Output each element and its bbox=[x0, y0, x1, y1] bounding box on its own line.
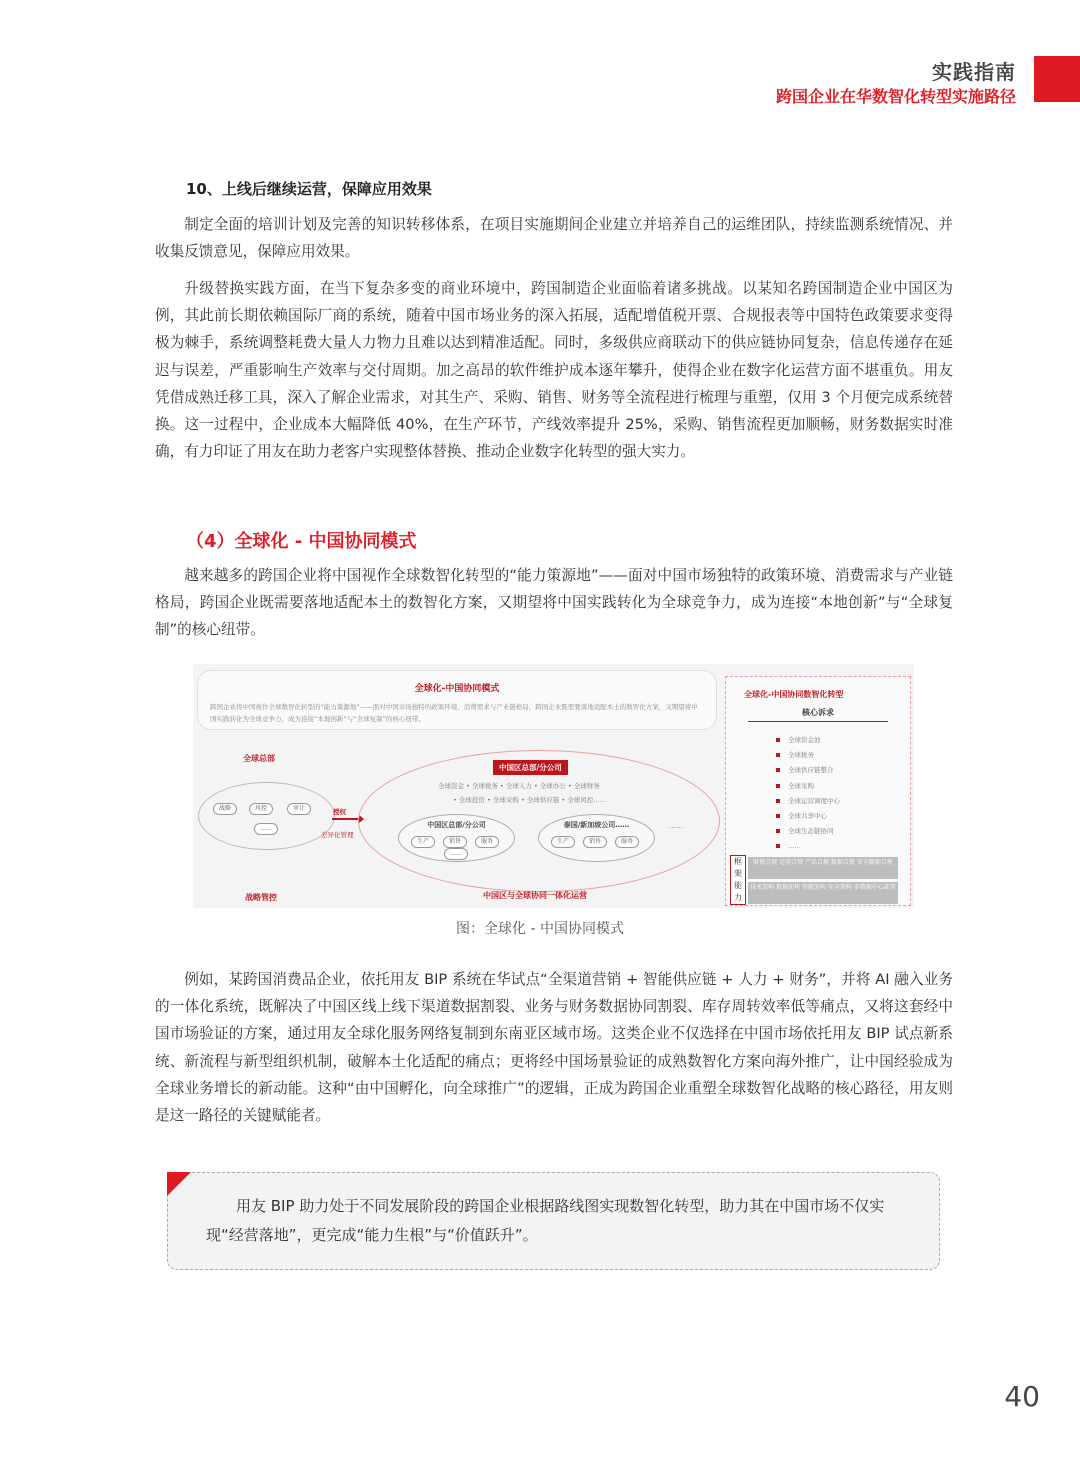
example-paragraph: 例如，某跨国消费品企业，依托用友 BIP 系统在华试点“全渠道营销 + 智能供应链 + 人力 + 财务”，并将 AI 融入业务的一体化系统，既解决了中国区线上线下渠道数据割裂、业务与财务数据协同割裂、库存周转效率低等痛点，又将这套经中国市场验证的方案，通过用友全球化服务网络复制到东南亚区域市场。这类企业不仅选择在中国市场依托用友 BIP 试点新系统、新流程与新型组织机制，破解本土化适配的痛点；更将经中国场景验证的成熟数智化方案向海外推广，让中国经验成为全球业务增长的新动能。这种“由中国孵化，向全球推广”的逻辑，正成为跨国企业重塑全球数智化战略的核心路径，用友则是这一路径的关键赋能者。 bbox=[155, 971, 953, 1125]
integration-label: 中国区与全球协同一体化运营 bbox=[483, 891, 587, 900]
arrow-icon bbox=[332, 818, 360, 820]
pill-sales: 销售 bbox=[443, 836, 467, 848]
callout-text: 用友 BIP 助力处于不同发展阶段的跨国企业根据路线图实现数智化转型，助力其在中国市场不仅实现“经营落地”，更完成“能力生根”与“价值跃升”。 bbox=[206, 1197, 885, 1244]
china-sub-ellipse bbox=[398, 814, 515, 862]
figure-description: 跨国企业将中国视作全球数智化转型的“能力策源地”——面对中国市场独特的政策环境、消费需求与产业链格局，跨国企业既需要落地适配本土的数智化方案，又期望将中国实践转化为全球竞争力，成为连接“本地创新”与“全球复制”的核心纽带。 bbox=[210, 703, 698, 723]
upgrade-paragraph: 升级替换实践方面，在当下复杂多变的商业环境中，跨国制造企业面临着诸多挑战。以某知名跨国制造企业中国区为例，其此前长期依赖国际厂商的系统，随着中国市场业务的深入拓展，适配增值税开票、合规报表等中国特色政策要求变得极为棘手，系统调整耗费大量人力物力且难以达到精准适配。同时，多级供应商联动下的供应链协同复杂，信息传递存在延迟与误差，严重影响生产效率与交付周期。加之高昂的软件维护成本逐年攀升，使得企业在数字化运营方面不堪重负。用友凭借成熟迁移工具，深入了解企业需求，对其生产、采购、销售、财务等全流程进行梳理与重塑，仅用 3 个月便完成系统替换。这一过程中，企业成本大幅降低 40%，在生产环节，产线效率提升 25%，采购、销售流程更加顺畅，财务数据实时准确，有力印证了用友在助力老客户实现整体替换、推动企业数字化转型的强大实力。 bbox=[155, 280, 953, 461]
list-item: 全球生态链协同 bbox=[776, 824, 840, 839]
strategy-control-label: 战略管控 bbox=[245, 893, 277, 902]
core-demands-panel bbox=[725, 676, 911, 906]
panel-subtitle: 核心诉求 bbox=[802, 708, 834, 717]
framework-label: 框架能力 bbox=[730, 855, 746, 905]
sea-sub-label: 泰国/新加坡公司…… bbox=[563, 821, 630, 829]
demands-list bbox=[776, 733, 840, 855]
china-hq-badge: 中国区总部/分公司 bbox=[493, 760, 568, 775]
panel-divider bbox=[748, 721, 888, 722]
figure-caption: 图：全球化 - 中国协同模式 bbox=[456, 921, 624, 937]
pill-service: 服务 bbox=[475, 836, 499, 848]
callout-corner-icon bbox=[167, 1172, 191, 1196]
architecture-box: 技术架构 数据架构 智能架构 安全架构 多数据中心部署 bbox=[748, 882, 898, 904]
compliance-box: 财税合规 运营合规 产品合规 数据合规 安全数据合规 bbox=[748, 857, 898, 879]
pill-production: 生产 bbox=[551, 836, 575, 848]
pill-sales: 销售 bbox=[583, 836, 607, 848]
list-item: 全球采购 bbox=[776, 779, 840, 794]
sea-sub-ellipse bbox=[538, 814, 655, 862]
step-heading: 10、上线后继续运营，保障应用效果 bbox=[186, 180, 432, 198]
header-subtitle: 跨国企业在华数智化转型实施路径 bbox=[775, 87, 1016, 106]
authorize-label: 授权 bbox=[333, 808, 346, 816]
figure-diagram bbox=[193, 664, 914, 908]
pill-more: …… bbox=[444, 848, 468, 860]
header-accent-block bbox=[1034, 56, 1080, 102]
pill-more: …… bbox=[254, 823, 278, 835]
panel-title: 全球化-中国协同数智化转型 bbox=[744, 690, 844, 699]
list-item: …… bbox=[776, 839, 840, 854]
diff-mgmt-label: 差异化管理 bbox=[321, 831, 354, 839]
list-item: 全球运营调度中心 bbox=[776, 794, 840, 809]
list-item: 全球资金池 bbox=[776, 733, 840, 748]
step-paragraph: 制定全面的培训计划及完善的知识转移体系，在项目实施期间企业建立并培养自己的运维团队，持续监测系统情况、并收集反馈意见，保障应用效果。 bbox=[155, 216, 953, 261]
ellipsis-text: …… bbox=[669, 822, 683, 830]
section-heading: （4）全球化 - 中国协同模式 bbox=[186, 531, 417, 552]
list-item: 全球共享中心 bbox=[776, 809, 840, 824]
global-functions-line2: • 全球投资 • 全球采购 • 全球供应链 • 全球风控…… bbox=[453, 796, 607, 804]
section-intro-paragraph: 越来越多的跨国企业将中国视作全球数智化转型的“能力策源地”——面对中国市场独特的政策环境、消费需求与产业链格局，跨国企业既需要落地适配本土的数智化方案，又期望将中国实践转化为全球竞争力，成为连接“本地创新”与“全球复制”的核心纽带。 bbox=[155, 567, 953, 639]
china-sub-label: 中国区总部/分公司 bbox=[427, 821, 486, 829]
header-title: 实践指南 bbox=[932, 60, 1016, 84]
global-hq-ellipse bbox=[198, 782, 335, 850]
figure-title: 全球化-中国协同模式 bbox=[414, 684, 500, 694]
pill-service: 服务 bbox=[615, 836, 639, 848]
pill-strategy: 战略 bbox=[213, 803, 237, 815]
pill-audit: 审计 bbox=[287, 803, 311, 815]
pill-production: 生产 bbox=[411, 836, 435, 848]
list-item: 全球供应链整合 bbox=[776, 763, 840, 778]
figure-intro-box bbox=[197, 670, 717, 730]
global-hq-label: 全球总部 bbox=[243, 754, 275, 763]
list-item: 全球税务 bbox=[776, 748, 840, 763]
pill-risk: 风控 bbox=[249, 803, 273, 815]
summary-callout bbox=[167, 1172, 940, 1270]
global-functions-line1: 全球资金 • 全球税务 • 全球人力 • 全球办公 • 全球财务 bbox=[438, 782, 600, 790]
page-number: 40 bbox=[1004, 1380, 1040, 1413]
